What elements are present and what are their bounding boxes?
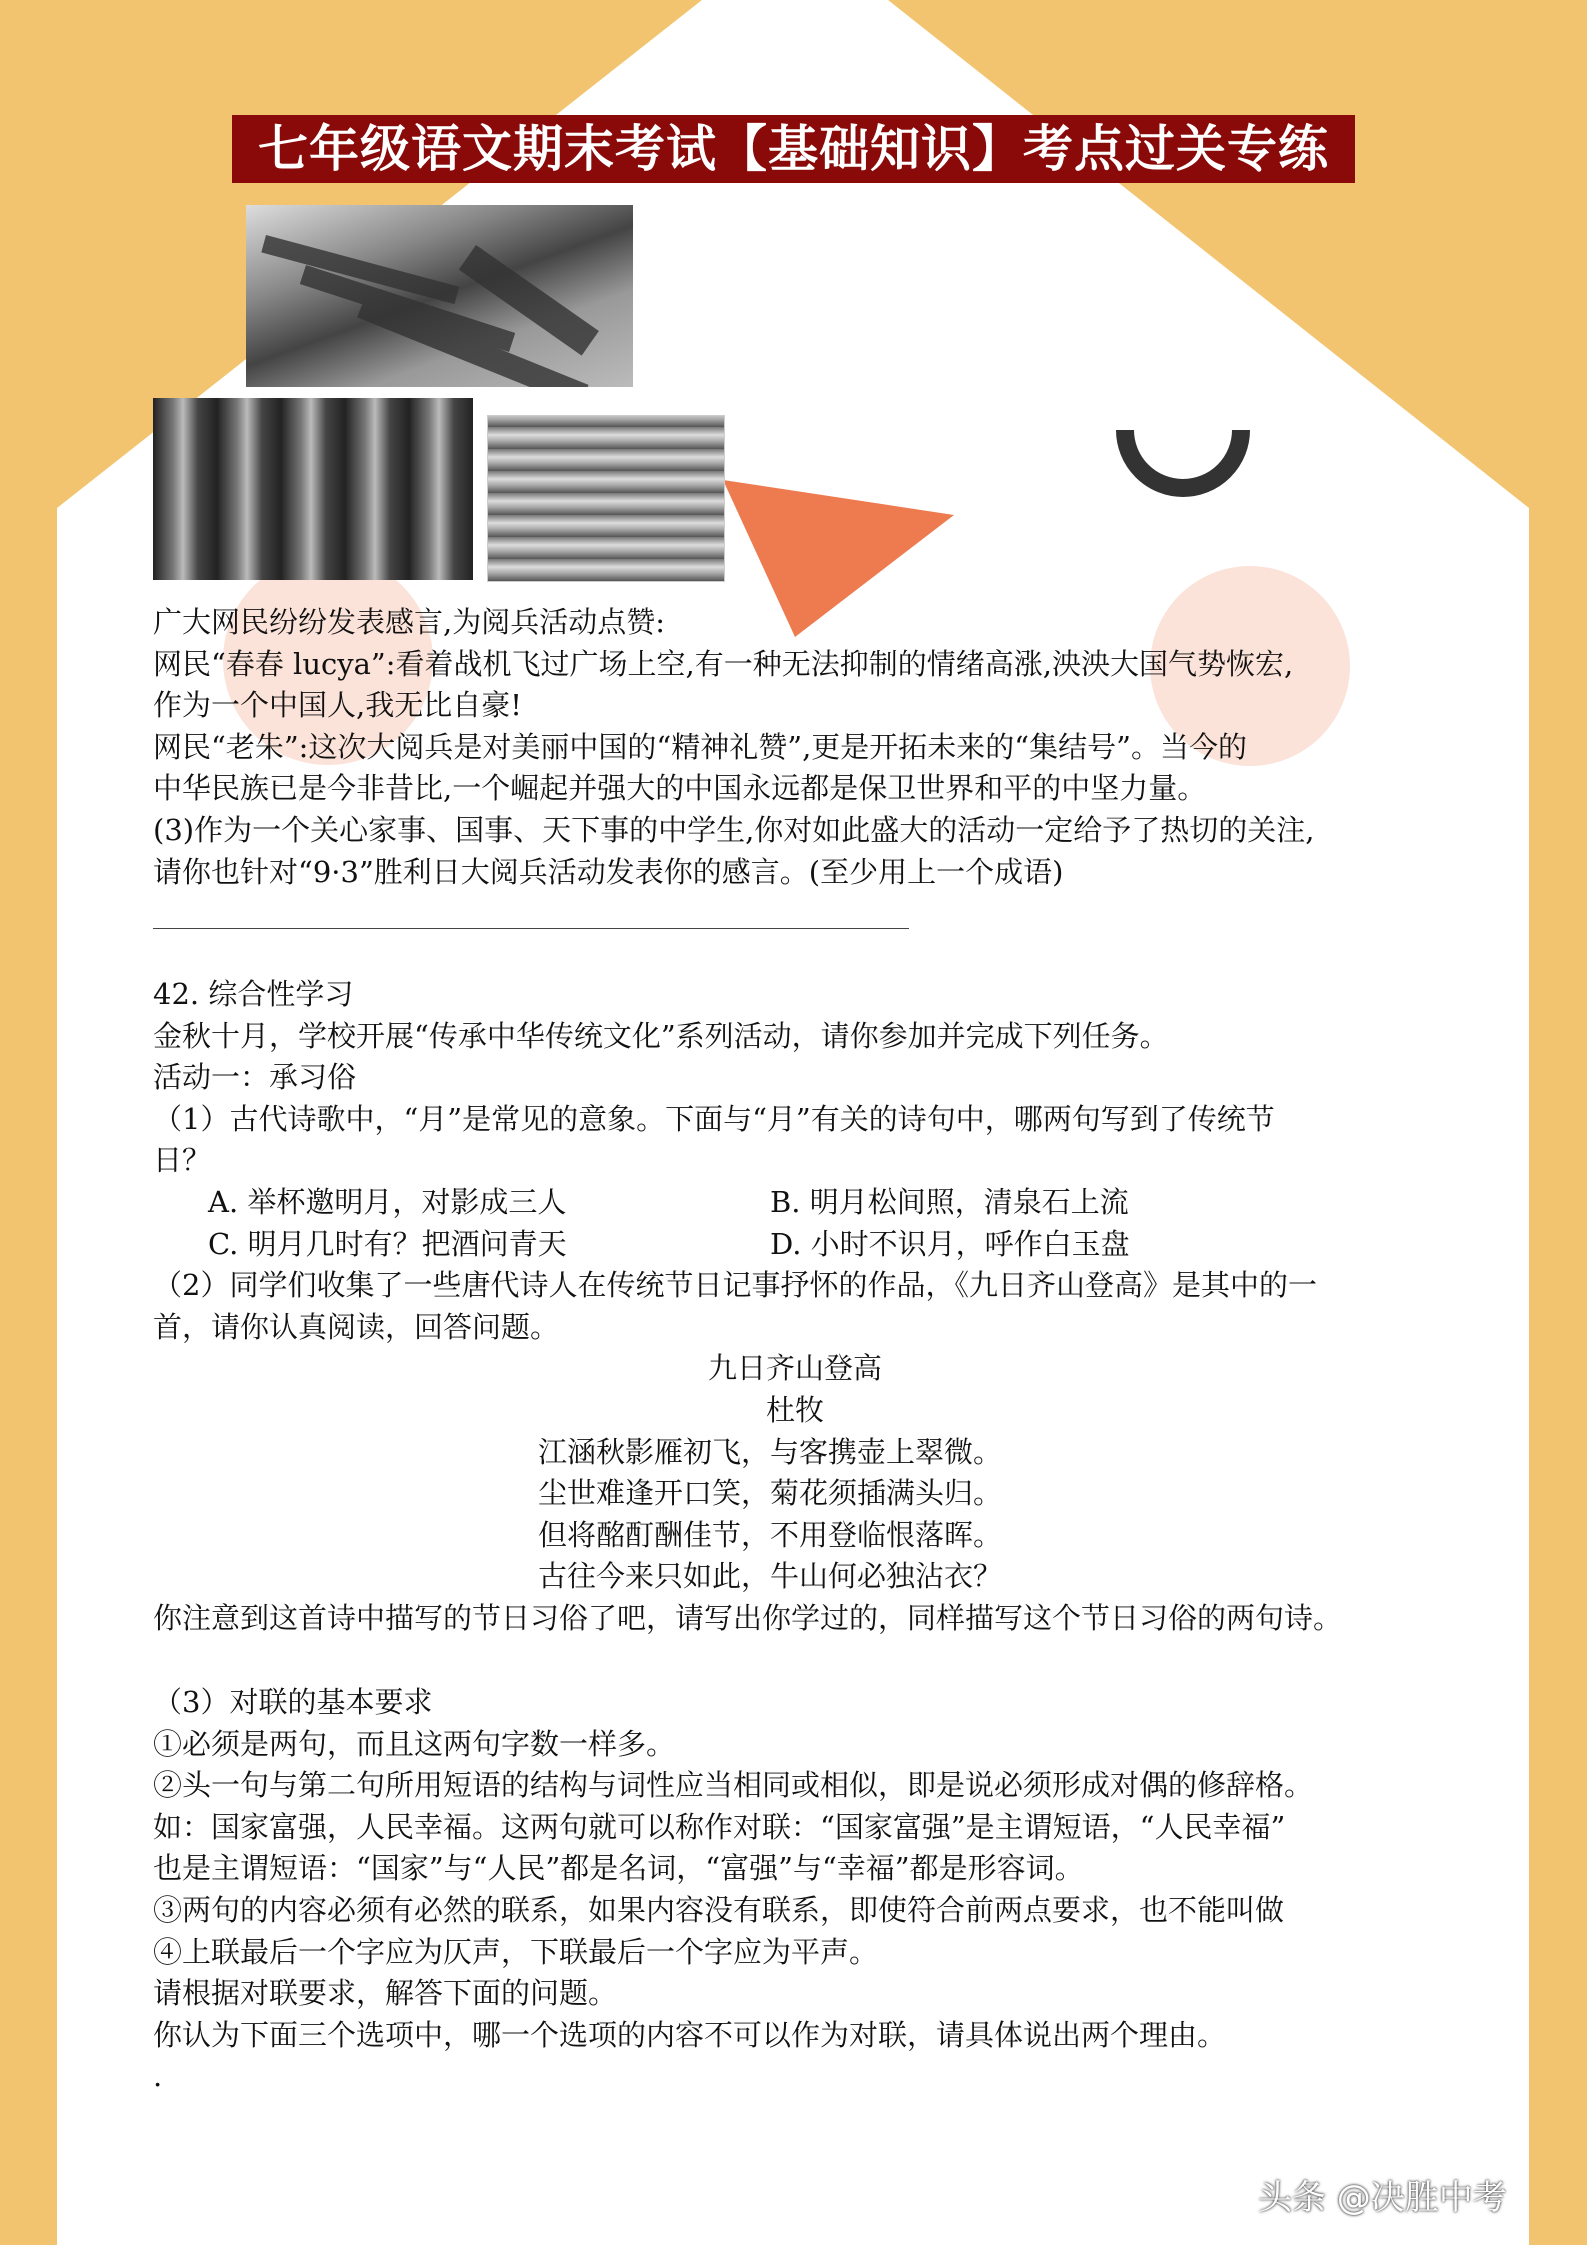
poem-title: 九日齐山登高 [707,1351,882,1386]
poem-author: 杜牧 [765,1392,824,1427]
text-line: ②头一句与第二句所用短语的结构与词性应当相同或相似，即是说必须形成对偶的修辞格。 [153,1768,1314,1803]
question-42-section [153,974,1453,1640]
watermark: 头条 @决胜中考 [1258,2178,1507,2218]
activity-label: 活动一：承习俗 [153,1060,357,1095]
question-2: （2）同学们收集了一些唐代诗人在传统节日记事抒怀的作品，《九日齐山登高》是其中的一 [153,1268,1317,1303]
text-line: 作为一个中国人,我无比自豪! [153,688,522,723]
spectators-photo [487,415,725,582]
question-1: （1）古代诗歌中，“月”是常见的意象。下面与“月”有关的诗句中，哪两句写到了传统节 [153,1101,1275,1136]
answer-line [153,928,909,929]
text-line: 网民“老朱”:这次大阅兵是对美丽中国的“精神礼赞”,更是开拓未来的“集结号”。当今的 [153,729,1247,764]
text-line: (3)作为一个关心家事、国事、天下事的中学生,你对如此盛大的活动一定给予了热切的关注, [153,812,1315,847]
text-line: 也是主谓短语：“国家”与“人民”都是名词，“富强”与“幸福”都是形容词。 [153,1851,1084,1886]
intro-text: 金秋十月，学校开展“传承中华传统文化”系列活动，请你参加并完成下列任务。 [153,1018,1169,1053]
poem-line: 江涵秋影雁初飞，与客携壶上翠微。 [538,1434,1003,1469]
options-row [153,1224,1453,1266]
page-title: 七年级语文期末考试【基础知识】考点过关专练 [232,115,1355,183]
text-line: 请根据对联要求，解答下面的问题。 [153,1976,618,2011]
text-line: 你认为下面三个选项中，哪一个选项的内容不可以作为对联，请具体说出两个理由。 [153,2017,1227,2052]
text-line: （3）对联的基本要求 [153,1685,433,1719]
text-line: 请你也针对“9·3”胜利日大阅兵活动发表你的感言。(至少用上一个成语) [153,854,1064,889]
text-line: ①必须是两句，而且这两句字数一样多。 [153,1726,676,1761]
options-row [153,1182,1453,1224]
option-d: D. 小时不识月，呼作白玉盘 [770,1226,1130,1261]
text-line: ③两句的内容必须有必然的联系，如果内容没有联系，即使符合前两点要求，也不能叫做 [153,1892,1285,1927]
couplet-section [153,1682,1453,2098]
missile-parade-photo [246,205,633,387]
text-line: 广大网民纷纷发表感言,为阅兵活动点赞: [153,605,665,639]
text-line: 如：国家富强，人民幸福。这两句就可以称作对联：“国家富强”是主谓短语，“人民幸福” [153,1809,1286,1844]
soldiers-photo [153,398,473,580]
option-c: C. 明月几时有？把酒问青天 [208,1226,567,1261]
question-1-cont: 日？ [153,1143,212,1178]
question-heading: 42. 综合性学习 [153,977,354,1011]
netizen-comments-section [153,602,1453,893]
poem-line: 古往今来只如此，牛山何必独沾衣？ [538,1559,1003,1594]
poem-line: 尘世难逢开口笑，菊花须插满头归。 [538,1476,1003,1511]
poem-line: 但将酩酊酬佳节，不用登临恨落晖。 [538,1517,1003,1552]
text-line: . [153,2059,163,2094]
text-line: 中华民族已是今非昔比,一个崛起并强大的中国永远都是保卫世界和平的中坚力量。 [153,771,1207,806]
text-line: ④上联最后一个字应为仄声，下联最后一个字应为平声。 [153,1934,879,1969]
option-b: B. 明月松间照，清泉石上流 [770,1184,1129,1219]
text-line: 网民“春春 lucya”:看着战机飞过广场上空,有一种无法抑制的情绪高涨,泱泱大国气势恢宏, [153,646,1294,681]
question-2-task: 你注意到这首诗中描写的节日习俗了吧，请写出你学过的，同样描写这个节日习俗的两句诗。 [153,1600,1343,1635]
question-2-cont: 首，请你认真阅读，回答问题。 [153,1309,560,1344]
option-a: A. 举杯邀明月，对影成三人 [208,1184,567,1219]
